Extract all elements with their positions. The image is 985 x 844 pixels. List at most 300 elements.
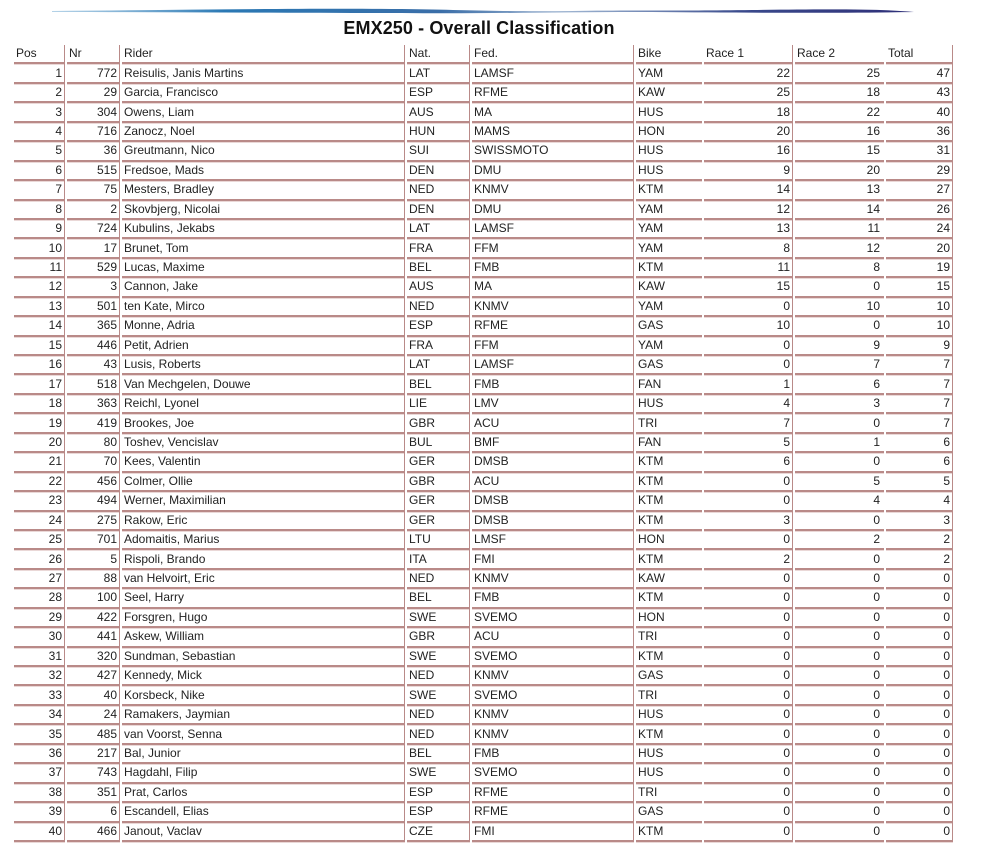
cell-bike: TRI bbox=[636, 414, 702, 433]
cell-race1: 9 bbox=[704, 162, 793, 181]
cell-nat: GER bbox=[407, 492, 470, 511]
cell-race1: 0 bbox=[704, 784, 793, 803]
cell-pos: 22 bbox=[14, 473, 65, 492]
cell-nr: 518 bbox=[67, 375, 120, 394]
cell-rider: Cannon, Jake bbox=[122, 278, 405, 297]
cell-fed: SVEMO bbox=[472, 648, 634, 667]
table-row bbox=[14, 259, 953, 278]
header-nr[interactable]: Nr bbox=[67, 45, 120, 64]
cell-bike: KTM bbox=[636, 648, 702, 667]
cell-nr: 363 bbox=[67, 395, 120, 414]
cell-rider: Greutmann, Nico bbox=[122, 142, 405, 161]
cell-nat: GER bbox=[407, 512, 470, 531]
cell-nat: NED bbox=[407, 667, 470, 686]
cell-rider: Prat, Carlos bbox=[122, 784, 405, 803]
cell-total: 5 bbox=[886, 473, 953, 492]
cell-rider: Mesters, Bradley bbox=[122, 181, 405, 200]
cell-bike: HUS bbox=[636, 706, 702, 725]
cell-race2: 0 bbox=[795, 667, 884, 686]
cell-bike: HON bbox=[636, 123, 702, 142]
cell-bike: KAW bbox=[636, 570, 702, 589]
cell-rider: Brunet, Tom bbox=[122, 239, 405, 258]
cell-pos: 39 bbox=[14, 803, 65, 822]
cell-total: 9 bbox=[886, 337, 953, 356]
cell-pos: 13 bbox=[14, 298, 65, 317]
table-row bbox=[14, 181, 953, 200]
cell-race2: 5 bbox=[795, 473, 884, 492]
cell-fed: DMU bbox=[472, 201, 634, 220]
cell-pos: 23 bbox=[14, 492, 65, 511]
cell-total: 7 bbox=[886, 414, 953, 433]
cell-nr: 716 bbox=[67, 123, 120, 142]
table-row bbox=[14, 239, 953, 258]
table-row bbox=[14, 784, 953, 803]
cell-total: 20 bbox=[886, 239, 953, 258]
table-row bbox=[14, 201, 953, 220]
cell-nat: BUL bbox=[407, 434, 470, 453]
cell-nr: 501 bbox=[67, 298, 120, 317]
cell-pos: 30 bbox=[14, 628, 65, 647]
cell-rider: Brookes, Joe bbox=[122, 414, 405, 433]
cell-total: 6 bbox=[886, 453, 953, 472]
cell-rider: Hagdahl, Filip bbox=[122, 764, 405, 783]
cell-total: 0 bbox=[886, 706, 953, 725]
cell-race2: 0 bbox=[795, 628, 884, 647]
cell-bike: GAS bbox=[636, 356, 702, 375]
cell-nr: 743 bbox=[67, 764, 120, 783]
cell-bike: YAM bbox=[636, 201, 702, 220]
header-banner-stroke bbox=[52, 6, 914, 16]
cell-race2: 20 bbox=[795, 162, 884, 181]
cell-rider: Sundman, Sebastian bbox=[122, 648, 405, 667]
cell-pos: 18 bbox=[14, 395, 65, 414]
table-row bbox=[14, 278, 953, 297]
cell-bike: KTM bbox=[636, 725, 702, 744]
cell-total: 7 bbox=[886, 356, 953, 375]
header-race2[interactable]: Race 2 bbox=[795, 45, 884, 64]
cell-bike: GAS bbox=[636, 667, 702, 686]
cell-fed: BMF bbox=[472, 434, 634, 453]
cell-nat: FRA bbox=[407, 239, 470, 258]
cell-nat: SWE bbox=[407, 609, 470, 628]
cell-race1: 16 bbox=[704, 142, 793, 161]
cell-fed: FMB bbox=[472, 259, 634, 278]
cell-race1: 0 bbox=[704, 570, 793, 589]
cell-total: 0 bbox=[886, 609, 953, 628]
cell-race1: 10 bbox=[704, 317, 793, 336]
table-row bbox=[14, 162, 953, 181]
cell-fed: RFME bbox=[472, 784, 634, 803]
cell-race2: 14 bbox=[795, 201, 884, 220]
page-title: EMX250 - Overall Classification bbox=[343, 18, 615, 38]
cell-race1: 0 bbox=[704, 648, 793, 667]
table-row bbox=[14, 667, 953, 686]
header-fed[interactable]: Fed. bbox=[472, 45, 634, 64]
cell-nat: FRA bbox=[407, 337, 470, 356]
table-header-row bbox=[14, 45, 953, 64]
cell-rider: ten Kate, Mirco bbox=[122, 298, 405, 317]
cell-bike: KTM bbox=[636, 181, 702, 200]
table-row bbox=[14, 570, 953, 589]
cell-fed: DMSB bbox=[472, 492, 634, 511]
cell-nat: NED bbox=[407, 725, 470, 744]
cell-total: 2 bbox=[886, 531, 953, 550]
cell-bike: KAW bbox=[636, 84, 702, 103]
cell-race1: 0 bbox=[704, 298, 793, 317]
cell-bike: GAS bbox=[636, 803, 702, 822]
cell-pos: 27 bbox=[14, 570, 65, 589]
cell-nr: 351 bbox=[67, 784, 120, 803]
cell-race1: 0 bbox=[704, 531, 793, 550]
cell-race1: 7 bbox=[704, 414, 793, 433]
cell-fed: RFME bbox=[472, 84, 634, 103]
cell-pos: 37 bbox=[14, 764, 65, 783]
cell-bike: YAM bbox=[636, 220, 702, 239]
cell-total: 15 bbox=[886, 278, 953, 297]
cell-fed: DMSB bbox=[472, 453, 634, 472]
cell-race2: 0 bbox=[795, 706, 884, 725]
cell-nr: 6 bbox=[67, 803, 120, 822]
cell-nat: NED bbox=[407, 298, 470, 317]
cell-nr: 275 bbox=[67, 512, 120, 531]
cell-pos: 31 bbox=[14, 648, 65, 667]
cell-race1: 5 bbox=[704, 434, 793, 453]
cell-bike: HUS bbox=[636, 103, 702, 122]
cell-race1: 12 bbox=[704, 201, 793, 220]
cell-fed: RFME bbox=[472, 803, 634, 822]
cell-fed: ACU bbox=[472, 628, 634, 647]
cell-nat: LIE bbox=[407, 395, 470, 414]
cell-race1: 22 bbox=[704, 64, 793, 83]
cell-rider: Owens, Liam bbox=[122, 103, 405, 122]
table-row bbox=[14, 531, 953, 550]
header-bike[interactable]: Bike bbox=[636, 45, 702, 64]
cell-nr: 772 bbox=[67, 64, 120, 83]
cell-nat: SWE bbox=[407, 764, 470, 783]
cell-nat: ESP bbox=[407, 803, 470, 822]
cell-total: 6 bbox=[886, 434, 953, 453]
cell-nat: GBR bbox=[407, 628, 470, 647]
cell-pos: 6 bbox=[14, 162, 65, 181]
cell-fed: KNMV bbox=[472, 706, 634, 725]
cell-total: 0 bbox=[886, 784, 953, 803]
header-rider[interactable]: Rider bbox=[122, 45, 405, 64]
cell-nat: ITA bbox=[407, 550, 470, 569]
cell-race1: 0 bbox=[704, 823, 793, 842]
cell-rider: Toshev, Vencislav bbox=[122, 434, 405, 453]
table-row bbox=[14, 375, 953, 394]
cell-fed: LAMSF bbox=[472, 356, 634, 375]
cell-race1: 2 bbox=[704, 550, 793, 569]
table-row bbox=[14, 803, 953, 822]
table-row bbox=[14, 298, 953, 317]
cell-nr: 43 bbox=[67, 356, 120, 375]
cell-race1: 8 bbox=[704, 239, 793, 258]
cell-bike: HUS bbox=[636, 395, 702, 414]
table-row bbox=[14, 725, 953, 744]
cell-nat: NED bbox=[407, 570, 470, 589]
cell-pos: 17 bbox=[14, 375, 65, 394]
cell-rider: Ramakers, Jaymian bbox=[122, 706, 405, 725]
cell-race1: 20 bbox=[704, 123, 793, 142]
cell-bike: HUS bbox=[636, 162, 702, 181]
cell-nr: 365 bbox=[67, 317, 120, 336]
cell-race2: 4 bbox=[795, 492, 884, 511]
cell-race1: 0 bbox=[704, 725, 793, 744]
cell-pos: 21 bbox=[14, 453, 65, 472]
cell-nat: ESP bbox=[407, 784, 470, 803]
cell-fed: DMU bbox=[472, 162, 634, 181]
cell-bike: HON bbox=[636, 531, 702, 550]
cell-rider: Kennedy, Mick bbox=[122, 667, 405, 686]
cell-fed: LMV bbox=[472, 395, 634, 414]
cell-nr: 217 bbox=[67, 745, 120, 764]
cell-rider: Colmer, Ollie bbox=[122, 473, 405, 492]
cell-fed: KNMV bbox=[472, 667, 634, 686]
table-row bbox=[14, 764, 953, 783]
cell-race2: 0 bbox=[795, 686, 884, 705]
cell-total: 0 bbox=[886, 570, 953, 589]
cell-race2: 18 bbox=[795, 84, 884, 103]
cell-rider: Kubulins, Jekabs bbox=[122, 220, 405, 239]
cell-nat: SWE bbox=[407, 648, 470, 667]
cell-race2: 2 bbox=[795, 531, 884, 550]
cell-nr: 441 bbox=[67, 628, 120, 647]
cell-bike: FAN bbox=[636, 434, 702, 453]
cell-total: 19 bbox=[886, 259, 953, 278]
cell-nat: LAT bbox=[407, 356, 470, 375]
table-row bbox=[14, 589, 953, 608]
cell-total: 0 bbox=[886, 589, 953, 608]
cell-rider: Askew, William bbox=[122, 628, 405, 647]
cell-fed: FMB bbox=[472, 589, 634, 608]
cell-nr: 529 bbox=[67, 259, 120, 278]
cell-race2: 0 bbox=[795, 784, 884, 803]
cell-bike: KTM bbox=[636, 512, 702, 531]
cell-fed: FFM bbox=[472, 337, 634, 356]
cell-nr: 80 bbox=[67, 434, 120, 453]
cell-pos: 19 bbox=[14, 414, 65, 433]
cell-race2: 22 bbox=[795, 103, 884, 122]
cell-race2: 7 bbox=[795, 356, 884, 375]
cell-race2: 0 bbox=[795, 803, 884, 822]
cell-pos: 14 bbox=[14, 317, 65, 336]
cell-race1: 1 bbox=[704, 375, 793, 394]
table-row bbox=[14, 453, 953, 472]
cell-race2: 25 bbox=[795, 64, 884, 83]
cell-race1: 0 bbox=[704, 686, 793, 705]
cell-nr: 36 bbox=[67, 142, 120, 161]
cell-nr: 422 bbox=[67, 609, 120, 628]
cell-nr: 701 bbox=[67, 531, 120, 550]
cell-bike: YAM bbox=[636, 64, 702, 83]
cell-race2: 16 bbox=[795, 123, 884, 142]
cell-rider: Reisulis, Janis Martins bbox=[122, 64, 405, 83]
cell-nat: BEL bbox=[407, 589, 470, 608]
cell-nr: 24 bbox=[67, 706, 120, 725]
cell-pos: 32 bbox=[14, 667, 65, 686]
table-row bbox=[14, 686, 953, 705]
cell-rider: Kees, Valentin bbox=[122, 453, 405, 472]
cell-bike: FAN bbox=[636, 375, 702, 394]
cell-pos: 16 bbox=[14, 356, 65, 375]
cell-race1: 3 bbox=[704, 512, 793, 531]
cell-rider: Zanocz, Noel bbox=[122, 123, 405, 142]
cell-race1: 0 bbox=[704, 803, 793, 822]
cell-rider: Bal, Junior bbox=[122, 745, 405, 764]
cell-nat: NED bbox=[407, 706, 470, 725]
cell-fed: KNMV bbox=[472, 725, 634, 744]
cell-pos: 7 bbox=[14, 181, 65, 200]
cell-race2: 12 bbox=[795, 239, 884, 258]
cell-race2: 0 bbox=[795, 512, 884, 531]
cell-bike: KTM bbox=[636, 589, 702, 608]
cell-total: 0 bbox=[886, 648, 953, 667]
cell-rider: Adomaitis, Marius bbox=[122, 531, 405, 550]
cell-nat: LAT bbox=[407, 64, 470, 83]
cell-bike: TRI bbox=[636, 628, 702, 647]
cell-nat: DEN bbox=[407, 201, 470, 220]
cell-race2: 0 bbox=[795, 550, 884, 569]
cell-nat: GBR bbox=[407, 473, 470, 492]
table-row bbox=[14, 434, 953, 453]
cell-race2: 0 bbox=[795, 648, 884, 667]
cell-race1: 25 bbox=[704, 84, 793, 103]
cell-total: 3 bbox=[886, 512, 953, 531]
cell-total: 24 bbox=[886, 220, 953, 239]
cell-rider: Forsgren, Hugo bbox=[122, 609, 405, 628]
cell-fed: MAMS bbox=[472, 123, 634, 142]
cell-bike: YAM bbox=[636, 239, 702, 258]
cell-bike: HUS bbox=[636, 745, 702, 764]
cell-rider: Rakow, Eric bbox=[122, 512, 405, 531]
cell-total: 47 bbox=[886, 64, 953, 83]
cell-pos: 8 bbox=[14, 201, 65, 220]
cell-race1: 13 bbox=[704, 220, 793, 239]
header-race1[interactable]: Race 1 bbox=[704, 45, 793, 64]
cell-bike: KTM bbox=[636, 823, 702, 842]
cell-nat: CZE bbox=[407, 823, 470, 842]
cell-fed: SWISSMOTO bbox=[472, 142, 634, 161]
cell-total: 10 bbox=[886, 298, 953, 317]
cell-total: 40 bbox=[886, 103, 953, 122]
cell-total: 26 bbox=[886, 201, 953, 220]
cell-race2: 0 bbox=[795, 823, 884, 842]
cell-rider: Werner, Maximilian bbox=[122, 492, 405, 511]
cell-race1: 14 bbox=[704, 181, 793, 200]
cell-nat: ESP bbox=[407, 84, 470, 103]
cell-fed: ACU bbox=[472, 414, 634, 433]
cell-rider: Rispoli, Brando bbox=[122, 550, 405, 569]
cell-nat: LAT bbox=[407, 220, 470, 239]
table-row bbox=[14, 317, 953, 336]
cell-pos: 24 bbox=[14, 512, 65, 531]
cell-total: 0 bbox=[886, 725, 953, 744]
cell-rider: Reichl, Lyonel bbox=[122, 395, 405, 414]
cell-nr: 320 bbox=[67, 648, 120, 667]
cell-pos: 34 bbox=[14, 706, 65, 725]
table-row bbox=[14, 609, 953, 628]
cell-race1: 0 bbox=[704, 667, 793, 686]
cell-race2: 0 bbox=[795, 589, 884, 608]
cell-race2: 0 bbox=[795, 414, 884, 433]
cell-nr: 466 bbox=[67, 823, 120, 842]
cell-pos: 10 bbox=[14, 239, 65, 258]
cell-pos: 33 bbox=[14, 686, 65, 705]
cell-rider: Garcia, Francisco bbox=[122, 84, 405, 103]
cell-race2: 0 bbox=[795, 764, 884, 783]
cell-race2: 1 bbox=[795, 434, 884, 453]
cell-race2: 0 bbox=[795, 317, 884, 336]
cell-total: 0 bbox=[886, 803, 953, 822]
cell-nr: 485 bbox=[67, 725, 120, 744]
cell-race1: 18 bbox=[704, 103, 793, 122]
cell-nr: 446 bbox=[67, 337, 120, 356]
cell-nat: DEN bbox=[407, 162, 470, 181]
cell-race2: 13 bbox=[795, 181, 884, 200]
cell-race1: 0 bbox=[704, 589, 793, 608]
cell-nat: AUS bbox=[407, 103, 470, 122]
cell-rider: Lusis, Roberts bbox=[122, 356, 405, 375]
cell-fed: LAMSF bbox=[472, 220, 634, 239]
header-pos[interactable]: Pos bbox=[14, 45, 65, 64]
cell-nat: NED bbox=[407, 181, 470, 200]
cell-race1: 4 bbox=[704, 395, 793, 414]
cell-nat: BEL bbox=[407, 745, 470, 764]
cell-rider: Korsbeck, Nike bbox=[122, 686, 405, 705]
cell-nr: 17 bbox=[67, 239, 120, 258]
cell-nr: 427 bbox=[67, 667, 120, 686]
cell-total: 7 bbox=[886, 375, 953, 394]
cell-pos: 9 bbox=[14, 220, 65, 239]
cell-total: 0 bbox=[886, 628, 953, 647]
cell-pos: 38 bbox=[14, 784, 65, 803]
cell-fed: ACU bbox=[472, 473, 634, 492]
cell-total: 29 bbox=[886, 162, 953, 181]
cell-rider: Lucas, Maxime bbox=[122, 259, 405, 278]
cell-total: 4 bbox=[886, 492, 953, 511]
cell-race1: 0 bbox=[704, 628, 793, 647]
cell-pos: 40 bbox=[14, 823, 65, 842]
cell-total: 36 bbox=[886, 123, 953, 142]
cell-nr: 70 bbox=[67, 453, 120, 472]
header-nat[interactable]: Nat. bbox=[407, 45, 470, 64]
header-total[interactable]: Total bbox=[886, 45, 953, 64]
cell-nr: 29 bbox=[67, 84, 120, 103]
table-row bbox=[14, 745, 953, 764]
cell-race2: 3 bbox=[795, 395, 884, 414]
table-row bbox=[14, 142, 953, 161]
cell-race2: 9 bbox=[795, 337, 884, 356]
cell-pos: 26 bbox=[14, 550, 65, 569]
cell-race1: 0 bbox=[704, 745, 793, 764]
cell-rider: van Voorst, Senna bbox=[122, 725, 405, 744]
cell-nat: GBR bbox=[407, 414, 470, 433]
cell-pos: 2 bbox=[14, 84, 65, 103]
cell-nat: BEL bbox=[407, 259, 470, 278]
cell-race1: 6 bbox=[704, 453, 793, 472]
cell-total: 0 bbox=[886, 764, 953, 783]
cell-nr: 3 bbox=[67, 278, 120, 297]
cell-race1: 15 bbox=[704, 278, 793, 297]
cell-pos: 12 bbox=[14, 278, 65, 297]
cell-race1: 0 bbox=[704, 609, 793, 628]
cell-bike: YAM bbox=[636, 337, 702, 356]
cell-total: 10 bbox=[886, 317, 953, 336]
cell-nr: 88 bbox=[67, 570, 120, 589]
cell-nat: HUN bbox=[407, 123, 470, 142]
table-row bbox=[14, 823, 953, 842]
